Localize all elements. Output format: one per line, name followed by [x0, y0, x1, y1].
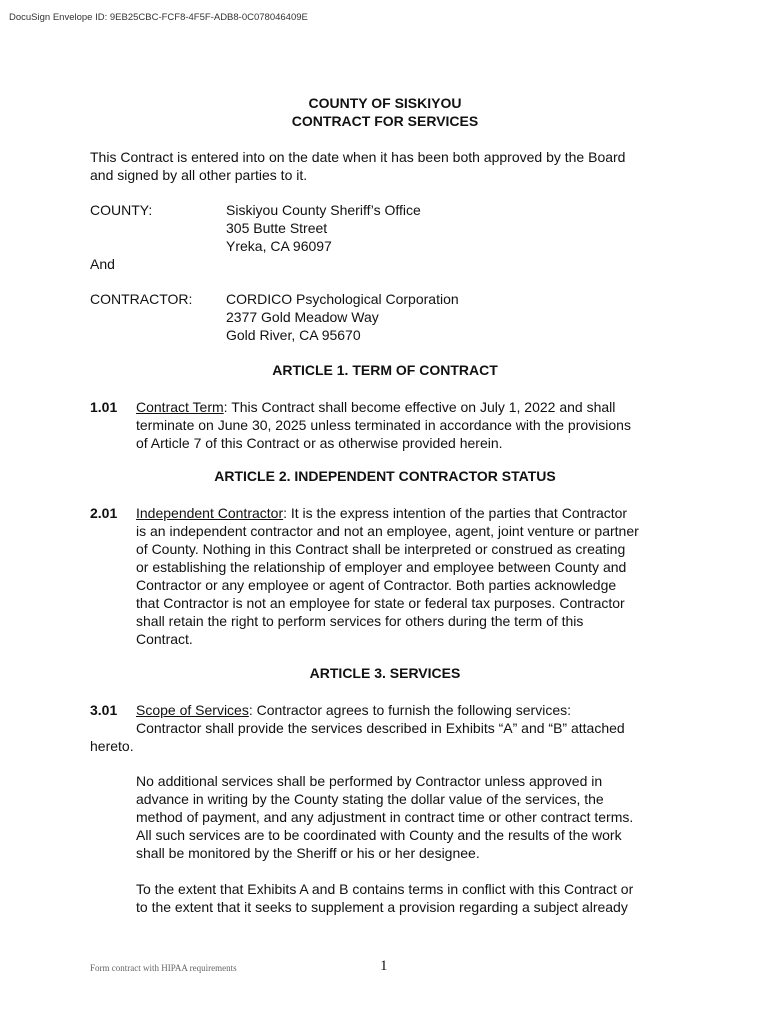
section-line: shall retain the right to perform services for others during the term of this [136, 613, 584, 629]
section-line: To the extent that Exhibits A and B contains terms in conflict with this Contract or [136, 881, 634, 897]
section-2-01-title: Independent Contractor [136, 505, 284, 521]
section-line: No additional services shall be performed by Contractor unless approved in [136, 773, 603, 789]
county-label: COUNTY: [90, 202, 153, 218]
county-address-line: Yreka, CA 96097 [226, 238, 332, 254]
section-line: or establishing the relationship of employer and employee between County and [136, 559, 627, 575]
contractor-address-line: CORDICO Psychological Corporation [226, 291, 459, 307]
section-line: advance in writing by the County stating the dollar value of the services, the [136, 791, 604, 807]
section-1-01-number: 1.01 [90, 399, 118, 415]
county-address-line: Siskiyou County Sheriff’s Office [226, 202, 421, 218]
section-line: of Article 7 of this Contract or as otherwise provided herein. [136, 435, 503, 451]
article-2-heading: ARTICLE 2. INDEPENDENT CONTRACTOR STATUS [214, 468, 556, 484]
article-1-heading: ARTICLE 1. TERM OF CONTRACT [272, 362, 498, 378]
section-line: is an independent contractor and not an employee, agent, joint venture or partner [136, 523, 639, 539]
section-2-01-first-line: : It is the express intention of the parties that Contractor [283, 505, 628, 521]
doc-title-contract: CONTRACT FOR SERVICES [291, 113, 479, 129]
and-text: And [90, 256, 115, 272]
section-line: that Contractor is not an employee for state or federal tax purposes. Contractor [136, 595, 625, 611]
section-line: Contractor or any employee or agent of Contractor. Both parties acknowledge [136, 577, 617, 593]
contractor-label: CONTRACTOR: [90, 291, 193, 307]
section-line: of County. Nothing in this Contract shall be interpreted or construed as creating [136, 541, 626, 557]
doc-title-county: COUNTY OF SISKIYOU [308, 95, 462, 111]
article-3-heading: ARTICLE 3. SERVICES [309, 665, 461, 681]
section-3-01-text [136, 701, 686, 737]
section-line [136, 504, 686, 522]
county-address [226, 201, 421, 255]
page-number: 1 [380, 958, 388, 974]
section-line: method of payment, and any adjustment in contract time or other contract terms. [136, 809, 634, 825]
intro-line: This Contract is entered into on the date when it has been both approved by the Board [90, 149, 626, 165]
intro-line: and signed by all other parties to it. [90, 167, 308, 183]
intro-paragraph [90, 148, 625, 184]
section-line: shall be monitored by the Sheriff or his or her designee. [136, 845, 480, 861]
section-line [136, 701, 686, 719]
section-3-01-first-line: : Contractor agrees to furnish the following services: [248, 702, 571, 718]
section-3-01-paragraph-3 [136, 880, 686, 916]
section-2-01-text [136, 504, 686, 648]
section-3-01-hereto: hereto. [90, 738, 134, 754]
footer-form-note: Form contract with HIPAA requirements [90, 963, 237, 973]
section-line [136, 398, 686, 416]
section-line: Contractor shall provide the services described in Exhibits “A” and “B” attached [136, 720, 625, 736]
section-line: terminate on June 30, 2025 unless terminated in accordance with the provisions [136, 417, 631, 433]
section-line: to the extent that it seeks to supplement a provision regarding a subject already [136, 899, 628, 915]
envelope-id: DocuSign Envelope ID: 9EB25CBC-FCF8-4F5F-ADB8-0C078046409E [9, 12, 308, 23]
section-3-01-title: Scope of Services [136, 702, 249, 718]
county-address-line: 305 Butte Street [226, 220, 328, 236]
section-1-01-first-line: : This Contract shall become effective on July 1, 2022 and shall [223, 399, 616, 415]
section-line: Contract. [136, 631, 193, 647]
contractor-address-line: 2377 Gold Meadow Way [226, 309, 379, 325]
contractor-address [226, 290, 459, 344]
section-line: All such services are to be coordinated with County and the results of the work [136, 827, 622, 843]
section-1-01-title: Contract Term [136, 399, 224, 415]
section-2-01-number: 2.01 [90, 505, 118, 521]
section-1-01-text [136, 398, 686, 452]
section-3-01-number: 3.01 [90, 702, 118, 718]
contractor-address-line: Gold River, CA 95670 [226, 327, 361, 343]
section-3-01-paragraph-2 [136, 772, 686, 862]
